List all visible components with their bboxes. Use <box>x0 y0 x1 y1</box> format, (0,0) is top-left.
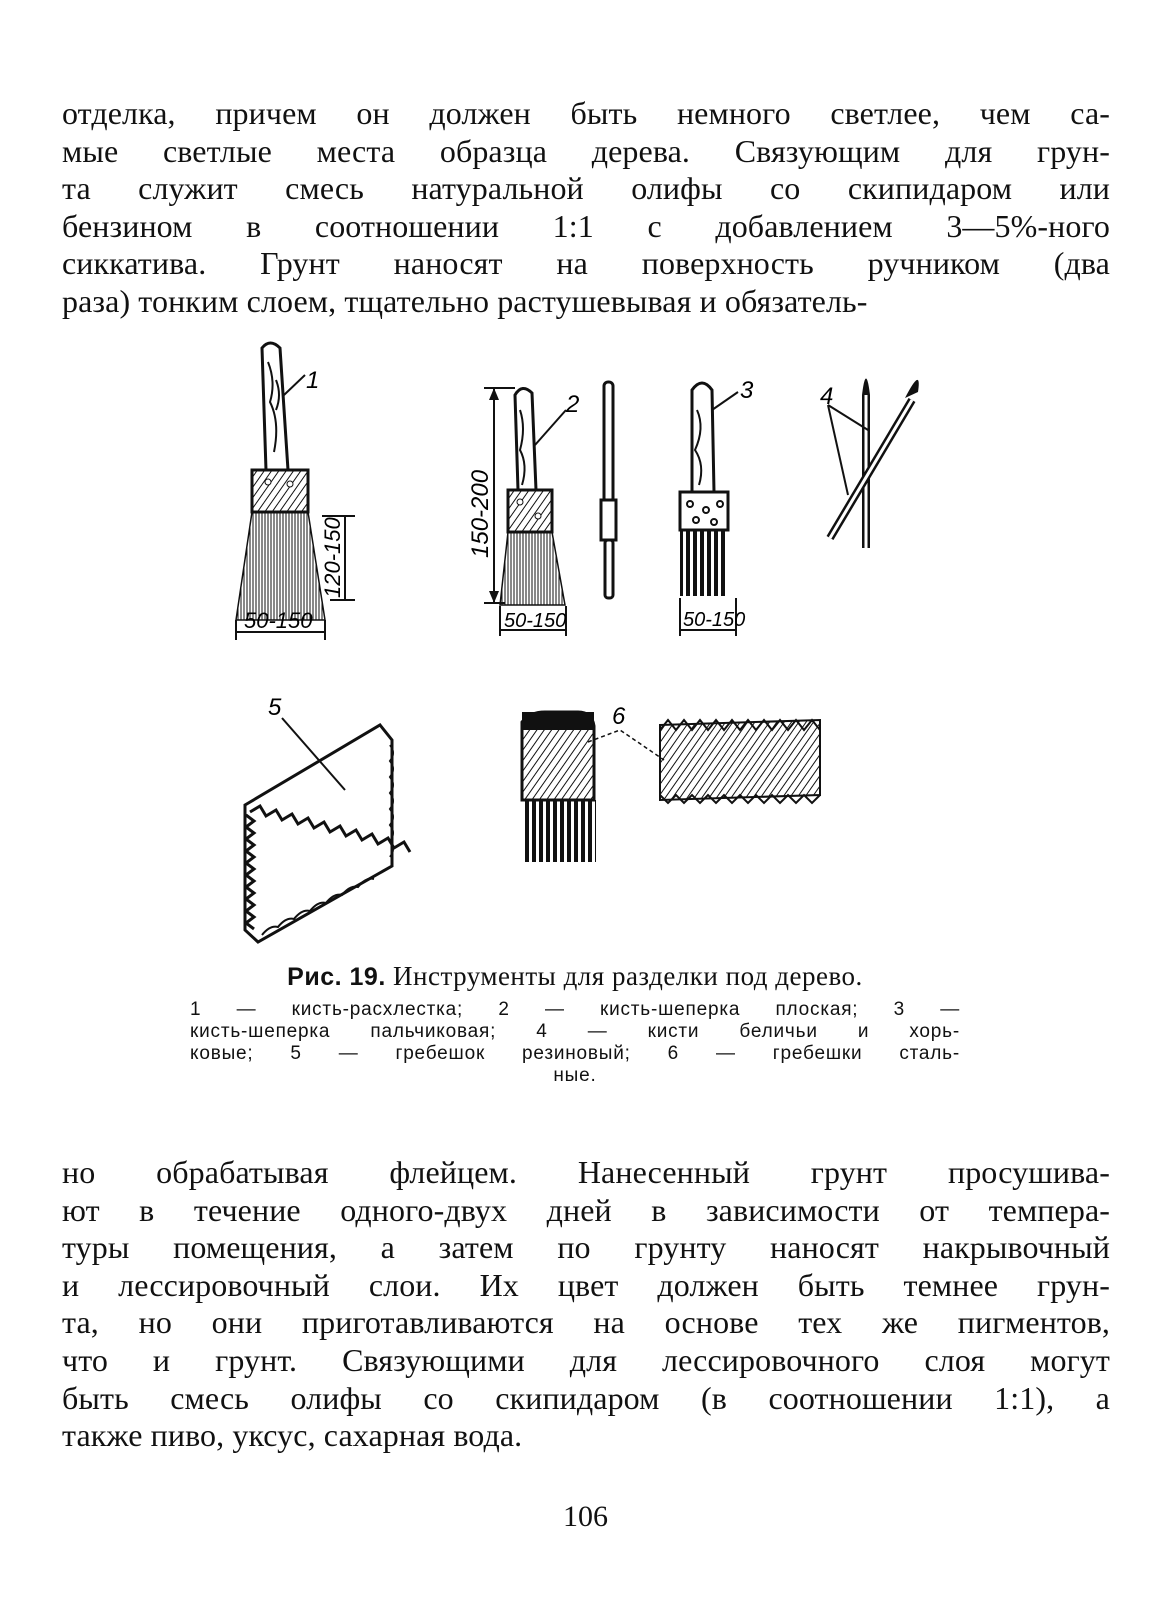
brushes-4-illustration <box>828 379 919 549</box>
top-paragraph <box>62 95 1110 321</box>
text-line: туры помещения, а затем по грунту наносят накрывочный <box>62 1229 1110 1266</box>
label-3: 3 <box>740 377 754 404</box>
label-2: 2 <box>566 391 580 418</box>
label-4: 4 <box>820 383 834 410</box>
text-line: также пиво, уксус, сахарная вода. <box>62 1417 523 1454</box>
caption-title <box>190 960 960 993</box>
text-line: сиккатива. Грунт наносят на поверхность ручником (два <box>62 245 1110 282</box>
caption-line: 1 — кисть-расхлестка; 2 — кисть-шеперка плоская; 3 — <box>190 999 960 1020</box>
text-line: и лессировочный слои. Их цвет должен быть темнее грун- <box>62 1266 1110 1303</box>
dim-brush1-bristle: 120-150 <box>320 517 345 598</box>
text-line: быть смесь олифы со скипидаром (в соотношении 1:1), а <box>62 1379 1110 1416</box>
caption-line: ковые; 5 — гребешок резиновый; 6 — гребешки сталь- <box>190 1043 960 1064</box>
text-line: но обрабатывая флейцем. Нанесенный грунт просушива- <box>62 1154 1110 1190</box>
figure-caption <box>190 960 960 1087</box>
caption-legend <box>190 999 960 1087</box>
brush-2-illustration <box>500 388 566 605</box>
text-line: ют в течение одного-двух дней в зависимости от темпера- <box>62 1191 1110 1228</box>
brush-3-illustration <box>680 383 738 596</box>
label-1: 1 <box>306 367 320 394</box>
figure-19-tools <box>0 330 1171 960</box>
caption-figure-label: Рис. 19. <box>287 963 386 991</box>
text-line: раза) тонким слоем, тщательно растушевывая и обязатель- <box>62 282 868 319</box>
text-line: мые светлые места образца дерева. Связующим для грун- <box>62 132 1110 169</box>
page-number: 106 <box>563 1500 608 1533</box>
label-5: 5 <box>268 694 282 721</box>
text-line: та, но они приготавливаются на основе тех же пигментов, <box>62 1304 1110 1341</box>
caption-line: кисть-шеперка пальчиковая; 4 — кисти беличьи и хорь- <box>190 1021 960 1042</box>
text-line: что и грунт. Связующими для лессировочного слоя могут <box>62 1341 1110 1378</box>
dim-brush3-width: 50-150 <box>683 609 746 631</box>
text-line: бензином в соотношении 1:1 с добавлением 3—5%-ного <box>62 207 1110 244</box>
bottom-paragraph <box>62 1154 1110 1455</box>
caption-title-text: Инструменты для разделки под дерево. <box>393 961 863 991</box>
brush-2-side-view <box>601 382 616 598</box>
dim-brush1-width: 50-150 <box>244 608 313 633</box>
text-line: отделка, причем он должен быть немного светлее, чем са- <box>62 95 1110 131</box>
comb-5-illustration <box>245 718 410 942</box>
dim-brush2-height: 150-200 <box>467 469 494 558</box>
caption-line: ные. <box>553 1065 597 1086</box>
label-6: 6 <box>612 703 626 730</box>
text-line: та служит смесь натуральной олифы со скипидаром или <box>62 170 1110 207</box>
dim-brush2-width: 50-150 <box>504 610 567 632</box>
combs-6-illustration <box>522 712 820 862</box>
